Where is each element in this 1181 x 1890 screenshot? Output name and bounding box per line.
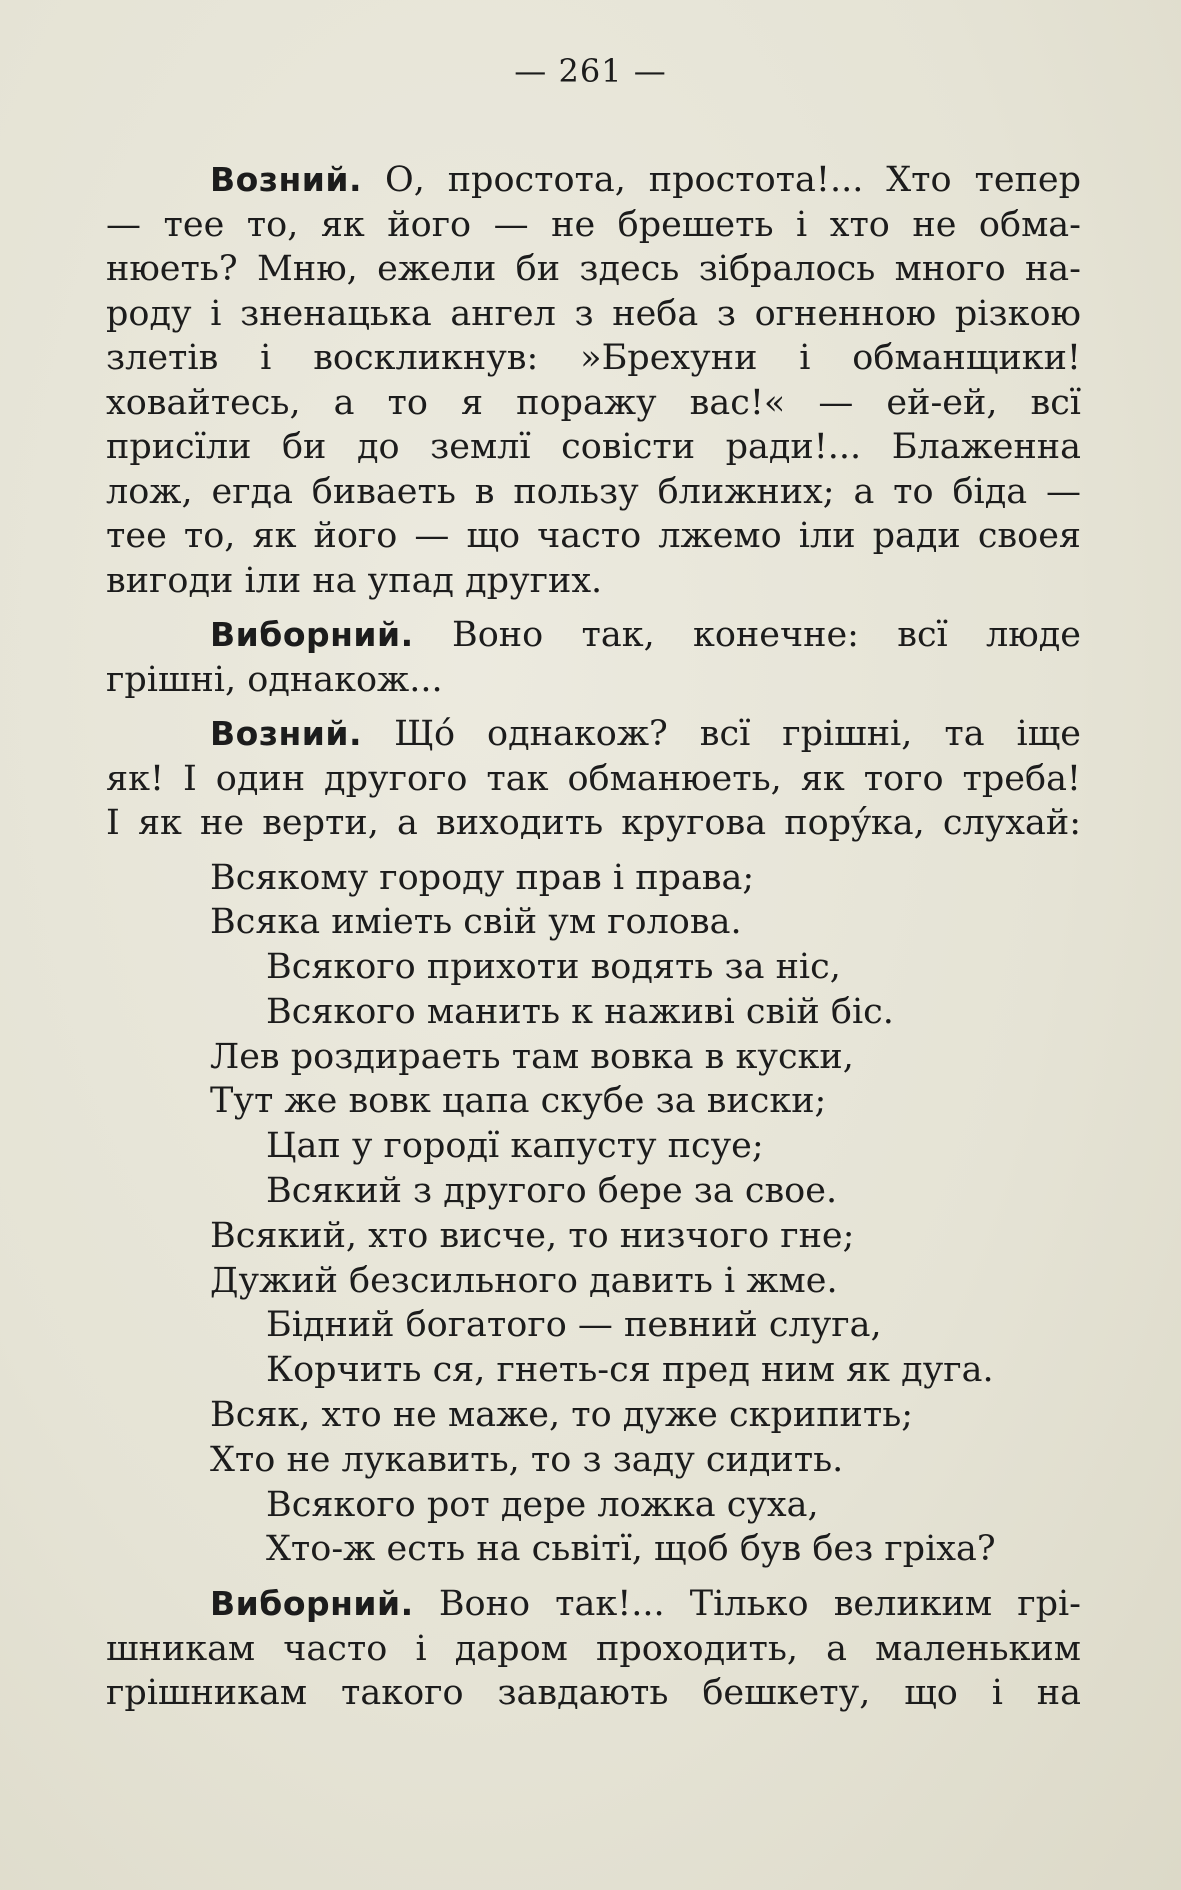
text-line: нюеть? Мню, ежели би здесь зібралось много на- [106,249,1081,289]
paragraph-vybornyi-2 [106,1582,1081,1716]
text-line: тее то, як його — що часто лжемо іли ради своея [106,516,1081,556]
page-number: — 261 — [514,52,667,90]
verse-line: Всякого манить к наживі свій біс. [266,991,894,1032]
text-line: грішникам такого завдають бешкету, що і на [106,1673,1081,1714]
verse-line: Всяк, хто не маже, то дуже скрипить; [210,1395,914,1436]
verse-block [106,856,1081,1573]
speaker-name: Возний. [210,714,363,753]
verse-line: Всякого прихоти водять за ніс, [266,947,841,988]
text-line: лож, егда биваеть в пользу ближних; а то біда — [106,471,1081,512]
text-line: Воно так!... Тілько великим грі- [413,1584,1081,1625]
verse-line: Всякий з другого бере за свое. [266,1171,838,1212]
text-line: вигоди іли на упад других. [106,560,603,601]
text-line: як! І один другого так обманюеть, як того треба! [106,758,1081,799]
verse-line: Всякому городу прав і права; [210,857,755,898]
verse-line: Лев роздираеть там вовка в куски, [210,1036,854,1077]
paragraph-vybornyi-1 [106,613,1081,702]
verse-line: Цап у городї капусту псуе; [266,1126,764,1167]
verse-line: Всякий, хто висче, то низчого гне; [210,1215,855,1256]
speaker-name: Виборний. [210,615,414,654]
text-line: О, простота, простота!... Хто тепер [362,160,1081,200]
text-line: грішні, однакож... [106,659,443,700]
paragraph-vozniy-2 [106,712,1081,846]
text-line: — тее то, як його — не брешеть і хто не обма- [106,204,1081,245]
verse-line: Хто не лукавить, то з заду сидить. [210,1439,844,1480]
text-line: шникам часто і даром проходить, а маленьким [106,1628,1081,1669]
speaker-name: Виборний. [210,1584,414,1624]
text-line: Щó однакож? всї грішні, та іще [362,714,1081,754]
text-line: ховайтесь, а то я поражу вас!« — ей-ей, всї [106,382,1081,423]
verse-line: Тут же вовк цапа скубе за виски; [210,1081,827,1122]
text-line: роду і зненацька ангел з неба з огненною різкою [106,293,1081,334]
paragraph-vozniy-1 [106,158,1081,603]
verse-line: Корчить ся, гнеть-ся пред ним як дуга. [266,1350,994,1391]
verse-line: Бідний богатого — певний слуга, [266,1305,882,1346]
verse-line: Всяка иміеть свій ум голова. [210,902,742,943]
verse-line: Хто-ж есть на сьвітї, щоб був без гріха? [266,1529,996,1570]
text-line: злетів і воскликнув: »Брехуни і обманщики! [106,338,1081,378]
text-body [106,158,1081,1726]
speaker-name: Возний. [210,160,363,199]
text-line: присїли би до землї совісти ради!... Блаженна [106,427,1081,467]
verse-line: Дужий безсильного давить і жме. [210,1260,838,1301]
verse-line: Всякого рот дере ложка суха, [266,1484,819,1525]
text-line: Воно так, конечне: всї люде [413,615,1081,655]
text-line: І як не верти, а виходить кругова порýка, слухай: [106,803,1081,843]
